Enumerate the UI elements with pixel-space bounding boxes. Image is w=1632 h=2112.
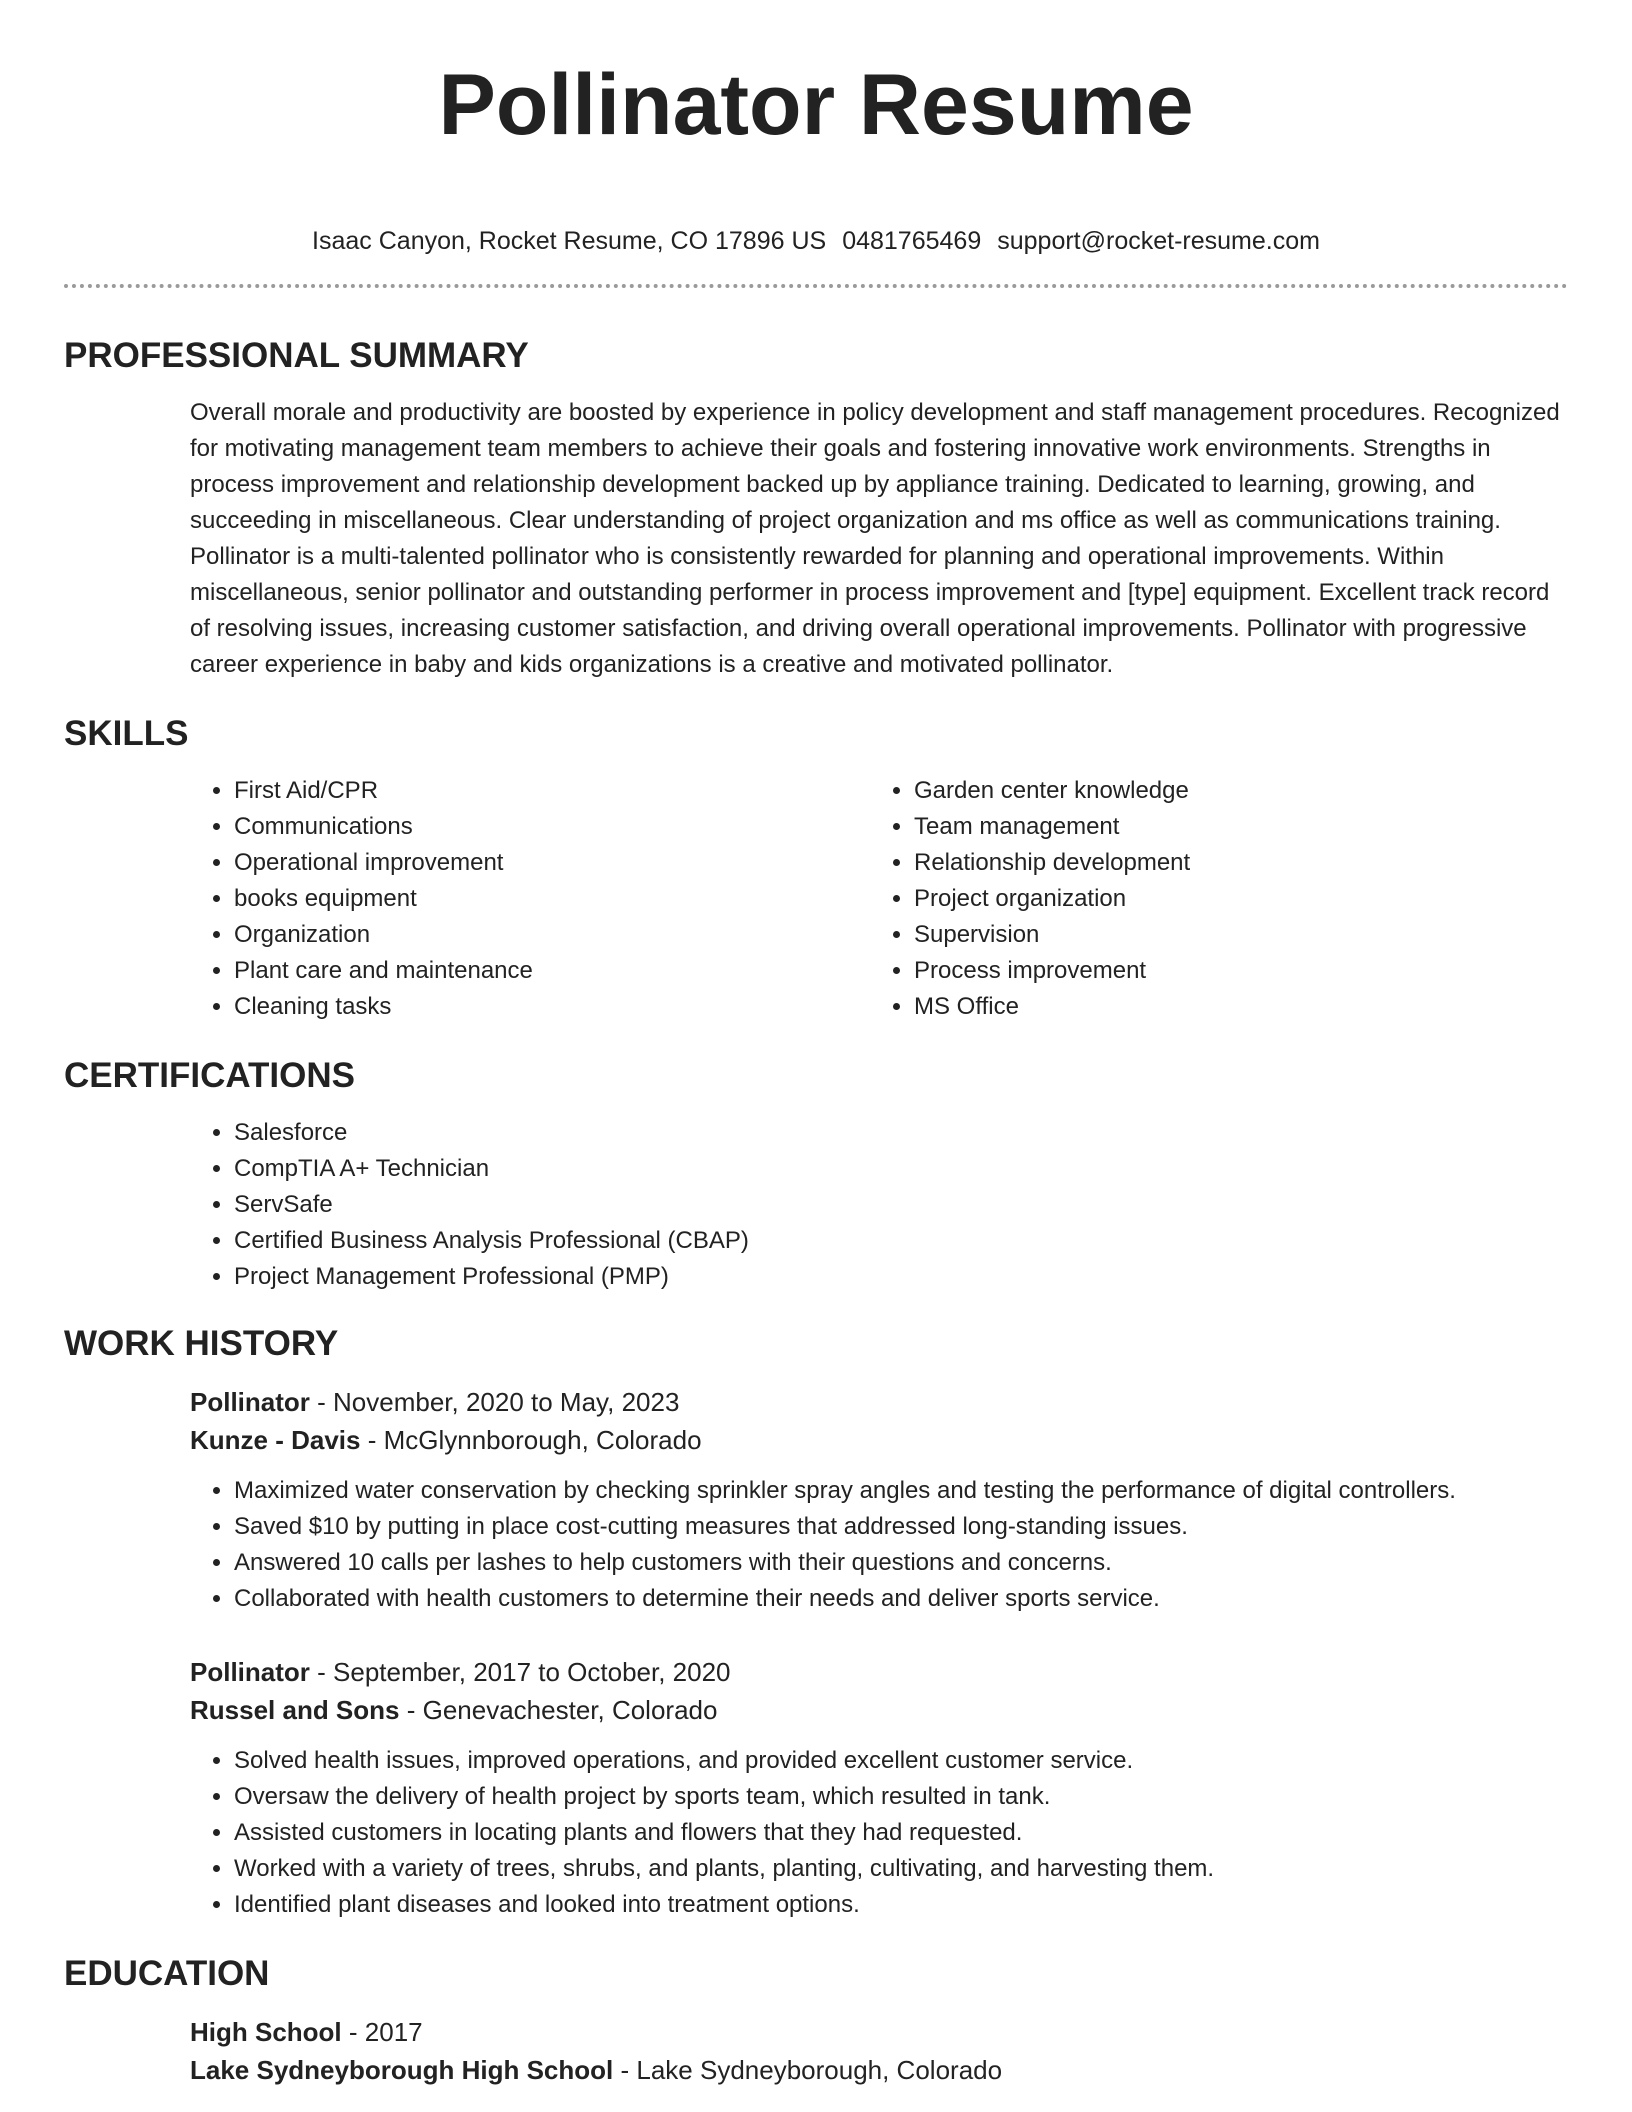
certifications-list — [190, 1115, 1568, 1295]
job-bullet: • Assisted customers in locating plants and flowers that they had requested. — [234, 1815, 1568, 1851]
skill-item: • First Aid/CPR — [234, 773, 870, 809]
job-dates: - November, 2020 to May, 2023 — [309, 1387, 680, 1417]
contact-phone: 0481765469 — [842, 227, 982, 255]
skills-section — [64, 713, 1568, 1025]
education-degree: High School — [190, 2017, 342, 2047]
certification-item: • CompTIA A+ Technician — [234, 1151, 1568, 1187]
job-bullet: • Saved $10 by putting in place cost-cutting measures that addressed long-standing issues. — [234, 1509, 1568, 1545]
job-company: Kunze - Davis — [190, 1425, 361, 1455]
job-company-line — [190, 1421, 1568, 1459]
job-bullet: • Worked with a variety of trees, shrubs, and plants, planting, cultivating, and harvesting them. — [234, 1851, 1568, 1887]
section-heading-certifications: CERTIFICATIONS — [64, 1056, 356, 1095]
education-year: - 2017 — [341, 2017, 423, 2047]
skill-item: • MS Office — [914, 989, 1550, 1025]
job-bullet: • Oversaw the delivery of health project by sports team, which resulted in tank. — [234, 1779, 1568, 1815]
skill-item: • Relationship development — [914, 845, 1550, 881]
job-entry — [190, 1653, 1568, 1923]
job-title-line — [190, 1653, 1568, 1691]
professional-summary-section — [64, 335, 1568, 683]
skill-item: • Team management — [914, 809, 1550, 845]
job-dates: - September, 2017 to October, 2020 — [309, 1657, 731, 1687]
contact-line — [64, 226, 1568, 256]
job-bullet: • Identified plant diseases and looked into treatment options. — [234, 1887, 1568, 1923]
header-divider — [64, 284, 1568, 288]
job-title: Pollinator — [190, 1387, 310, 1417]
certification-item: • ServSafe — [234, 1187, 1568, 1223]
work-history-section — [64, 1323, 1568, 1923]
job-title-line — [190, 1383, 1568, 1421]
job-entry — [190, 1383, 1568, 1617]
skill-item: • Garden center knowledge — [914, 773, 1550, 809]
contact-address: Isaac Canyon, Rocket Resume, CO 17896 US — [312, 227, 827, 255]
education-location: - Lake Sydneyborough, Colorado — [613, 2055, 1003, 2085]
job-bullets — [190, 1743, 1568, 1923]
skill-item: • Communications — [234, 809, 870, 845]
job-company: Russel and Sons — [190, 1695, 400, 1725]
skill-item: • Project organization — [914, 881, 1550, 917]
education-school-line — [190, 2051, 1568, 2089]
summary-text: Overall morale and productivity are boosted by experience in policy development and staff management procedures. Recognized for motivating management team members to achieve their goals and fostering innovative work environments. Strengths in process improvement and relationship development backed up by appliance training. Dedicated to learning, growing, and succeeding in miscellaneous. Clear understanding of project organization and ms office as well as communications training. Pollinator is a multi-talented pollinator who is consistently rewarded for planning and operational improvements. Within miscellaneous, senior pollinator and outstanding performer in process improvement and [type] equipment. Excellent track record of resolving issues, increasing customer satisfaction, and driving overall operational improvements. Pollinator with progressive career experience in baby and kids organizations is a creative and motivated pollinator. — [190, 399, 1560, 678]
section-heading-skills: SKILLS — [64, 714, 189, 753]
job-bullet: • Maximized water conservation by checking sprinkler spray angles and testing the performance of digital controllers. — [234, 1473, 1568, 1509]
skill-item: • Plant care and maintenance — [234, 953, 870, 989]
skill-item: • Process improvement — [914, 953, 1550, 989]
education-section — [64, 1953, 1568, 2089]
resume-title: Pollinator Resume — [438, 57, 1194, 153]
skill-item: • Organization — [234, 917, 870, 953]
job-bullets — [190, 1473, 1568, 1617]
job-location: - McGlynnborough, Colorado — [360, 1425, 702, 1455]
job-bullet: • Collaborated with health customers to determine their needs and deliver sports service. — [234, 1581, 1568, 1617]
skill-item: • Operational improvement — [234, 845, 870, 881]
contact-email: support@rocket-resume.com — [997, 227, 1320, 255]
certification-item: • Salesforce — [234, 1115, 1568, 1151]
education-school: Lake Sydneyborough High School — [190, 2055, 614, 2085]
job-bullet: • Solved health issues, improved operations, and provided excellent customer service. — [234, 1743, 1568, 1779]
skill-item: • Supervision — [914, 917, 1550, 953]
job-bullet: • Answered 10 calls per lashes to help customers with their questions and concerns. — [234, 1545, 1568, 1581]
section-heading-education: EDUCATION — [64, 1954, 270, 1993]
skills-grid — [190, 773, 1568, 1025]
section-heading-work-history: WORK HISTORY — [64, 1324, 339, 1363]
job-title: Pollinator — [190, 1657, 310, 1687]
education-entry — [190, 2013, 1568, 2089]
skill-item: • Cleaning tasks — [234, 989, 870, 1025]
job-company-line — [190, 1691, 1568, 1729]
certification-item: • Certified Business Analysis Professional (CBAP) — [234, 1223, 1568, 1259]
skill-item: • books equipment — [234, 881, 870, 917]
education-degree-line — [190, 2013, 1568, 2051]
section-heading-summary: PROFESSIONAL SUMMARY — [64, 336, 529, 375]
skills-column-right — [870, 773, 1550, 1025]
job-location: - Genevachester, Colorado — [399, 1695, 718, 1725]
certification-item: • Project Management Professional (PMP) — [234, 1259, 1568, 1295]
certifications-section — [64, 1055, 1568, 1295]
skills-column-left — [190, 773, 870, 1025]
